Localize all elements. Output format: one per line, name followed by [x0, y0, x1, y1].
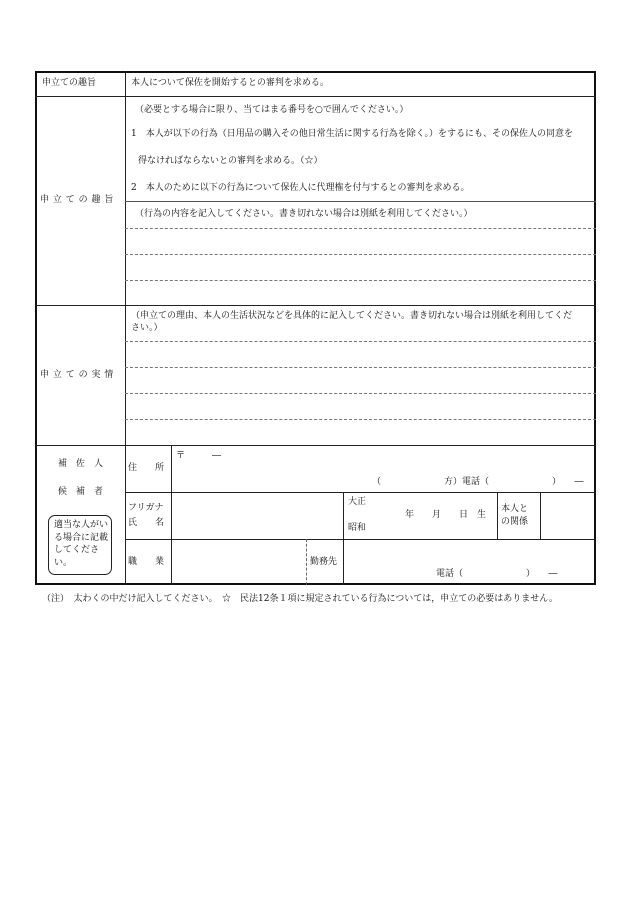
- acts-write-line[interactable]: [125, 280, 596, 281]
- furigana-label: フリガナ: [128, 503, 164, 513]
- name-label: 氏 名: [128, 518, 165, 528]
- postal-mark: 〒: [176, 451, 186, 461]
- candidate-row-divider: [125, 492, 596, 493]
- workplace-input[interactable]: [346, 542, 593, 569]
- circumstances-instruction-line2: さい。）: [131, 323, 163, 333]
- workplace-label-divider: [343, 539, 344, 585]
- acts-write-line[interactable]: [125, 228, 596, 229]
- row-divider: [35, 96, 596, 97]
- row-divider: [35, 305, 596, 306]
- purpose-item1-line1[interactable]: 1 本人が以下の行為（日用品の購入その他日常生活に関する行為を除く。）をするにも、その保佐人の同意を: [131, 129, 574, 139]
- candidate-label-divider: [171, 445, 172, 585]
- circumstances-label: 申 立 て の 実 情: [40, 370, 114, 380]
- purpose-label: 申立ての趣旨: [42, 78, 97, 88]
- name-input[interactable]: [174, 495, 340, 537]
- relation-label-line1: 本人と: [501, 504, 529, 514]
- circumstances-instruction-line1: （申立ての理由、本人の生活状況などを具体的に記入してください。書き切れない場合は別紙を利用してくだ: [131, 311, 573, 321]
- purpose-item2[interactable]: 2 本人のために以下の行為について保佐人に代理権を付与するとの審判を求める。: [131, 183, 470, 193]
- purpose-detail-label: 申 立 て の 趣 旨: [40, 195, 114, 205]
- purpose-item1-line2: 得なければならないとの審判を求める。（☆）: [138, 156, 323, 166]
- workplace-label: 勤務先: [310, 557, 338, 567]
- occupation-workplace-divider: [306, 539, 307, 585]
- occupation-input[interactable]: [174, 542, 304, 583]
- label-column-divider: [125, 71, 126, 585]
- relation-label-line2: の関係: [501, 517, 529, 527]
- purpose-detail-instruction: （必要とする場合に限り、当てはまる番号を○で囲んでください。）: [135, 105, 409, 115]
- acts-divider: [125, 201, 596, 202]
- purpose-value: 本人について保佐を開始するとの審判を求める。: [131, 78, 329, 88]
- circumstances-write-line[interactable]: [125, 419, 596, 420]
- postal-dash: ―: [212, 451, 221, 461]
- relation-value-divider: [540, 492, 541, 539]
- date-relation-divider: [497, 492, 498, 539]
- acts-write-line[interactable]: [125, 254, 596, 255]
- candidate-row-divider: [125, 539, 596, 540]
- row-divider: [35, 445, 596, 446]
- circumstances-write-line[interactable]: [125, 341, 596, 342]
- era-showa[interactable]: 昭和: [348, 523, 367, 533]
- work-phone[interactable]: 電話（ ） ―: [436, 569, 558, 579]
- name-era-divider: [343, 492, 344, 539]
- occupation-label: 職 業: [128, 557, 165, 567]
- candidate-label-line2: 候 補 者: [58, 487, 104, 497]
- candidate-label-line1: 補 佐 人: [58, 459, 104, 469]
- footnote: （注） 太わくの中だけ記入してください。 ☆ 民法12条１項に規定されている行為については，申立ての必要はありません。: [42, 594, 558, 604]
- circumstances-write-line[interactable]: [125, 393, 596, 394]
- candidate-note: 適当な人がいる場合に記載してください。: [54, 520, 109, 568]
- relation-input[interactable]: [542, 494, 594, 537]
- acts-instruction: （行為の内容を記入してください。書き切れない場合は別紙を利用してください。）: [135, 209, 473, 219]
- address-label: 住 所: [128, 463, 165, 473]
- circumstances-write-line[interactable]: [125, 367, 596, 368]
- birth-date[interactable]: 年 月 日 生: [405, 510, 487, 520]
- era-taisho[interactable]: 大正: [348, 497, 367, 507]
- address-phone[interactable]: （ 方）電話（ ） ―: [372, 477, 584, 487]
- address-input[interactable]: [173, 449, 593, 477]
